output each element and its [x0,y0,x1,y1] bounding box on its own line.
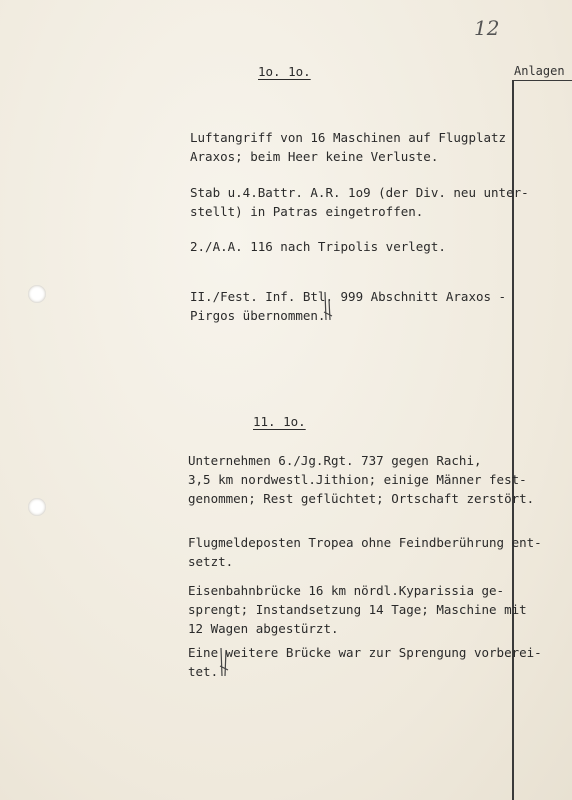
entry-2-2: Flugmeldeposten Tropea ohne Feindberührung ent- setzt. [188,535,542,569]
anlagen-column-header: Anlagen [514,64,565,78]
entry-1-1: Luftangriff von 16 Maschinen auf Flugplatz Araxos; beim Heer keine Verluste. [190,130,507,164]
entry-2-3: Eisenbahnbrücke 16 km nördl.Kyparissia ge- sprengt; Instandsetzung 14 Tage; Maschine mit 12 Wagen abgestürzt. [188,583,527,636]
punch-hole-bottom [28,498,46,516]
entry-1-2: Stab u.4.Battr. A.R. 1o9 (der Div. neu unter- stellt) in Patras eingetroffen. [190,185,529,219]
entry-1-4: II./Fest. Inf. Btl. 999 Abschnitt Araxos - Pirgos übernommen. [190,289,507,323]
date-heading-2: 11. 1o. [253,414,306,429]
entry-1-3: 2./A.A. 116 nach Tripolis verlegt. [190,239,446,254]
entry-2-4: Eine weitere Brücke war zur Sprengung vorberei- tet. [188,645,542,679]
date-heading-1: 1o. 1o. [258,64,311,79]
margin-rule-top [512,80,572,81]
punch-hole-top [28,285,46,303]
entry-2-1: Unternehmen 6./Jg.Rgt. 737 gegen Rachi, 3,5 km nordwestl.Jithion; einige Männer fest- genommen; Rest geflüchtet; Ortschaft zerstört. [188,453,535,506]
handwritten-mark-1 [322,290,334,322]
page-number: 12 [474,16,500,40]
handwritten-mark-2 [218,646,230,678]
